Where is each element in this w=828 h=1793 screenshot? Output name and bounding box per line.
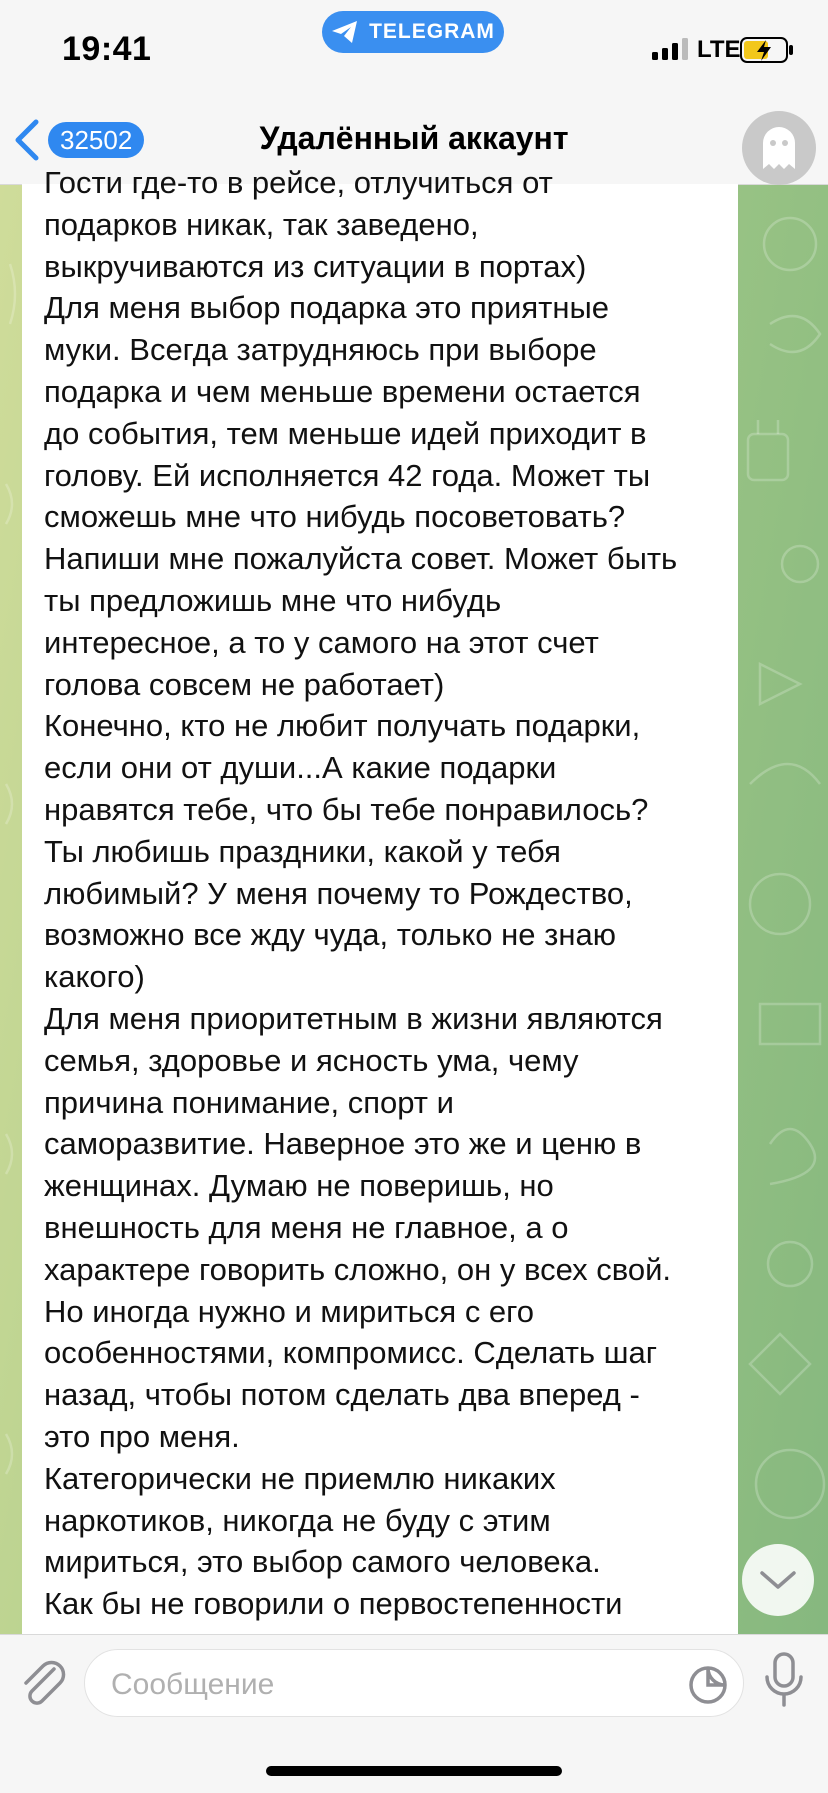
message-line: подарка и чем меньше времени остается (44, 373, 641, 409)
message-line: голова совсем не работает) (44, 666, 445, 702)
message-line: мириться, это выбор самого человека. (44, 1544, 601, 1580)
message-line: голову. Ей исполняется 42 года. Может ты (44, 457, 651, 493)
message-line: семья, здоровье и ясность ума, чему (44, 1042, 579, 1078)
message-line: женщинах. Думаю не поверишь, но (44, 1168, 554, 1204)
message-text (44, 162, 744, 1625)
message-line: Для меня приоритетным в жизни являются (44, 1000, 663, 1036)
microphone-icon[interactable] (762, 1651, 806, 1711)
message-input[interactable] (84, 1649, 744, 1717)
attachment-icon[interactable] (18, 1655, 66, 1711)
message-line: любимый? У меня почему то Рождество, (44, 875, 633, 911)
message-line: выкручиваются из ситуации в портах) (44, 248, 587, 284)
message-line: нравятся тебе, что бы тебе понравилось? (44, 791, 649, 827)
message-line: до события, тем меньше идей приходит в (44, 415, 647, 451)
message-line: саморазвитие. Наверное это же и ценю в (44, 1126, 642, 1162)
message-line: это про меня. (44, 1418, 240, 1454)
telegram-return-pill[interactable] (322, 11, 504, 53)
message-line: наркотиков, никогда не буду с этим (44, 1502, 551, 1538)
message-line: характере говорить сложно, он у всех свой. (44, 1251, 672, 1287)
scroll-to-bottom-button[interactable] (742, 1544, 814, 1616)
message-line: внешность для меня не главное, а о (44, 1209, 569, 1245)
message-line: назад, чтобы потом сделать два вперед - (44, 1377, 640, 1413)
message-line: Гости где-то в рейсе, отлучиться от (44, 165, 553, 200)
message-line: какого) (44, 959, 145, 995)
home-indicator (266, 1766, 562, 1776)
ghost-icon (759, 125, 799, 171)
message-line: Как бы не говорили о первостепенности (44, 1586, 623, 1622)
message-line: если они от души...А какие подарки (44, 750, 557, 786)
unread-count-badge[interactable]: 32502 (48, 122, 144, 158)
message-line: возможно все жду чуда, только не знаю (44, 917, 616, 953)
network-type: LTE (697, 36, 741, 63)
message-line: Но иногда нужно и мириться с его (44, 1293, 535, 1329)
signal-bars-icon (652, 38, 688, 60)
message-line: особенностями, компромисс. Сделать шаг (44, 1335, 658, 1371)
message-line: муки. Всегда затрудняюсь при выборе (44, 332, 597, 368)
message-line: подарков никак, так заведено, (44, 206, 479, 242)
telegram-pill-label: TELEGRAM (369, 20, 495, 43)
battery-charging-icon (740, 37, 794, 63)
paper-plane-icon (331, 20, 359, 44)
message-line: Категорически не приемлю никаких (44, 1460, 556, 1496)
message-bubble[interactable] (22, 165, 738, 1634)
message-line: Напиши мне пожалуйста совет. Может быть (44, 541, 678, 577)
message-line: Ты любишь праздники, какой у тебя (44, 833, 561, 869)
message-line: Конечно, кто не любит получать подарки, (44, 708, 641, 744)
avatar[interactable] (742, 111, 816, 185)
message-line: сможешь мне что нибудь посоветовать? (44, 499, 626, 535)
message-input-placeholder: Сообщение (111, 1668, 275, 1701)
message-line: интересное, а то у самого на этот счет (44, 624, 599, 660)
message-line: Для меня выбор подарка это приятные (44, 290, 609, 326)
status-time: 19:41 (62, 30, 152, 68)
message-line: причина понимание, спорт и (44, 1084, 454, 1120)
chevron-down-icon (759, 1569, 797, 1591)
status-bar (0, 0, 828, 100)
message-line: ты предложишь мне что нибудь (44, 582, 502, 618)
chat-title[interactable]: Удалённый аккаунт (259, 120, 569, 156)
sticker-icon[interactable] (687, 1664, 729, 1706)
